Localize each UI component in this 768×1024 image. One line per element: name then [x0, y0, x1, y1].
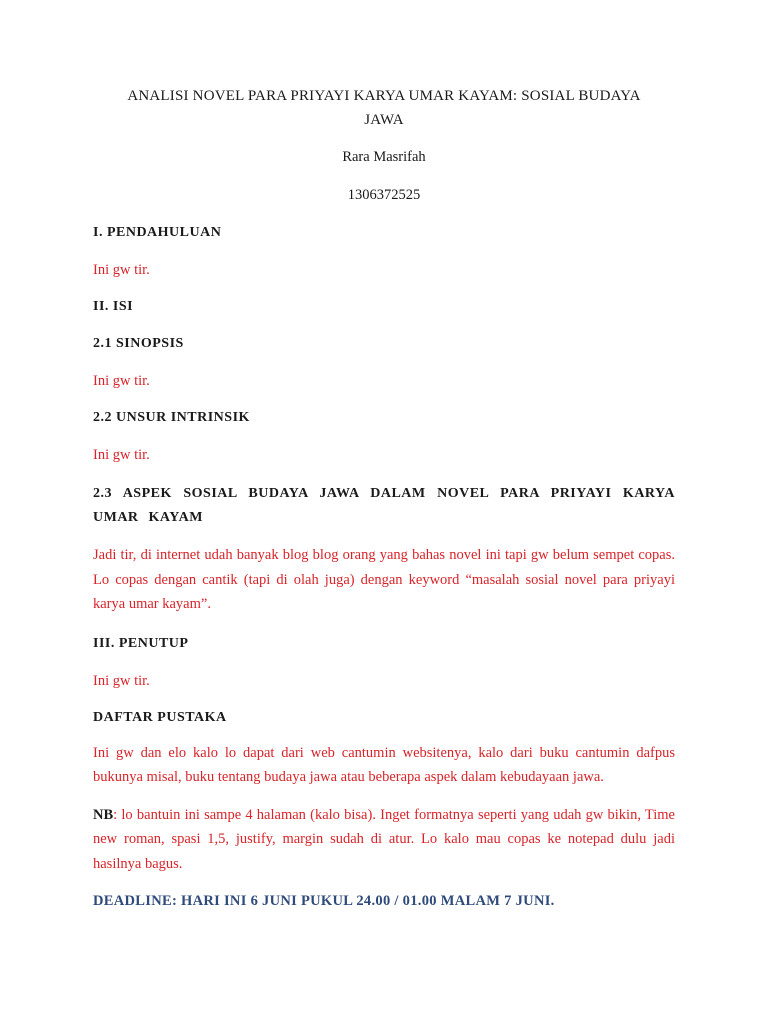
document-page — [93, 84, 675, 911]
body-pendahuluan: Ini gw tir. — [93, 262, 150, 278]
heading-unsur-intrinsik: 2.2 UNSUR INTRINSIK — [93, 410, 250, 425]
heading-penutup: III. PENUTUP — [93, 635, 189, 651]
body-penutup: Ini gw tir. — [93, 672, 150, 689]
title-line-1: ANALISI NOVEL PARA PRIYAYI KARYA UMAR KAYAM: SOSIAL BUDAYA — [127, 88, 641, 104]
body-sinopsis: Ini gw tir. — [93, 373, 150, 389]
heading-aspek-sosial: 2.3 ASPEK SOSIAL BUDAYA JAWA DALAM NOVEL PARA PRIYAYI KARYA UMAR KAYAM — [93, 486, 675, 525]
body-daftar-pustaka: Ini gw dan elo kalo lo dapat dari web cantumin websitenya, kalo dari buku cantumin dafpus bukunya misal, buku tentang budaya jawa atau beberapa aspek dalam kebudayaan jawa. — [93, 744, 675, 785]
heading-daftar-pustaka: DAFTAR PUSTAKA — [93, 709, 227, 725]
note-label: NB — [93, 806, 114, 823]
body-aspek-sosial: Jadi tir, di internet udah banyak blog blog orang yang bahas novel ini tapi gw belum sempet copas. Lo copas dengan cantik (tapi di olah juga) dengan keyword “masalah sosial novel para priyayi karya umar kayam”. — [93, 547, 675, 612]
heading-sinopsis: 2.1 SINOPSIS — [93, 336, 184, 351]
document-title — [93, 84, 675, 132]
title-line-2: JAWA — [364, 112, 404, 128]
note-text: : lo bantuin ini sampe 4 halaman (kalo bisa). Inget formatnya seperti yang udah gw bikin, Time new roman, spasi 1,5, justify, margin sudah di atur. Lo kalo mau copas ke notepad dulu jadi hasilnya bagus. — [93, 806, 675, 872]
heading-isi: II. ISI — [93, 299, 134, 314]
author-name: Rara Masrifah — [342, 149, 426, 165]
body-unsur-intrinsik: Ini gw tir. — [93, 447, 150, 463]
note-paragraph — [93, 803, 675, 877]
deadline-notice: DEADLINE: HARI INI 6 JUNI PUKUL 24.00 / 01.00 MALAM 7 JUNI. — [93, 893, 555, 909]
heading-pendahuluan: I. PENDAHULUAN — [93, 225, 222, 240]
student-id: 1306372525 — [347, 187, 421, 203]
